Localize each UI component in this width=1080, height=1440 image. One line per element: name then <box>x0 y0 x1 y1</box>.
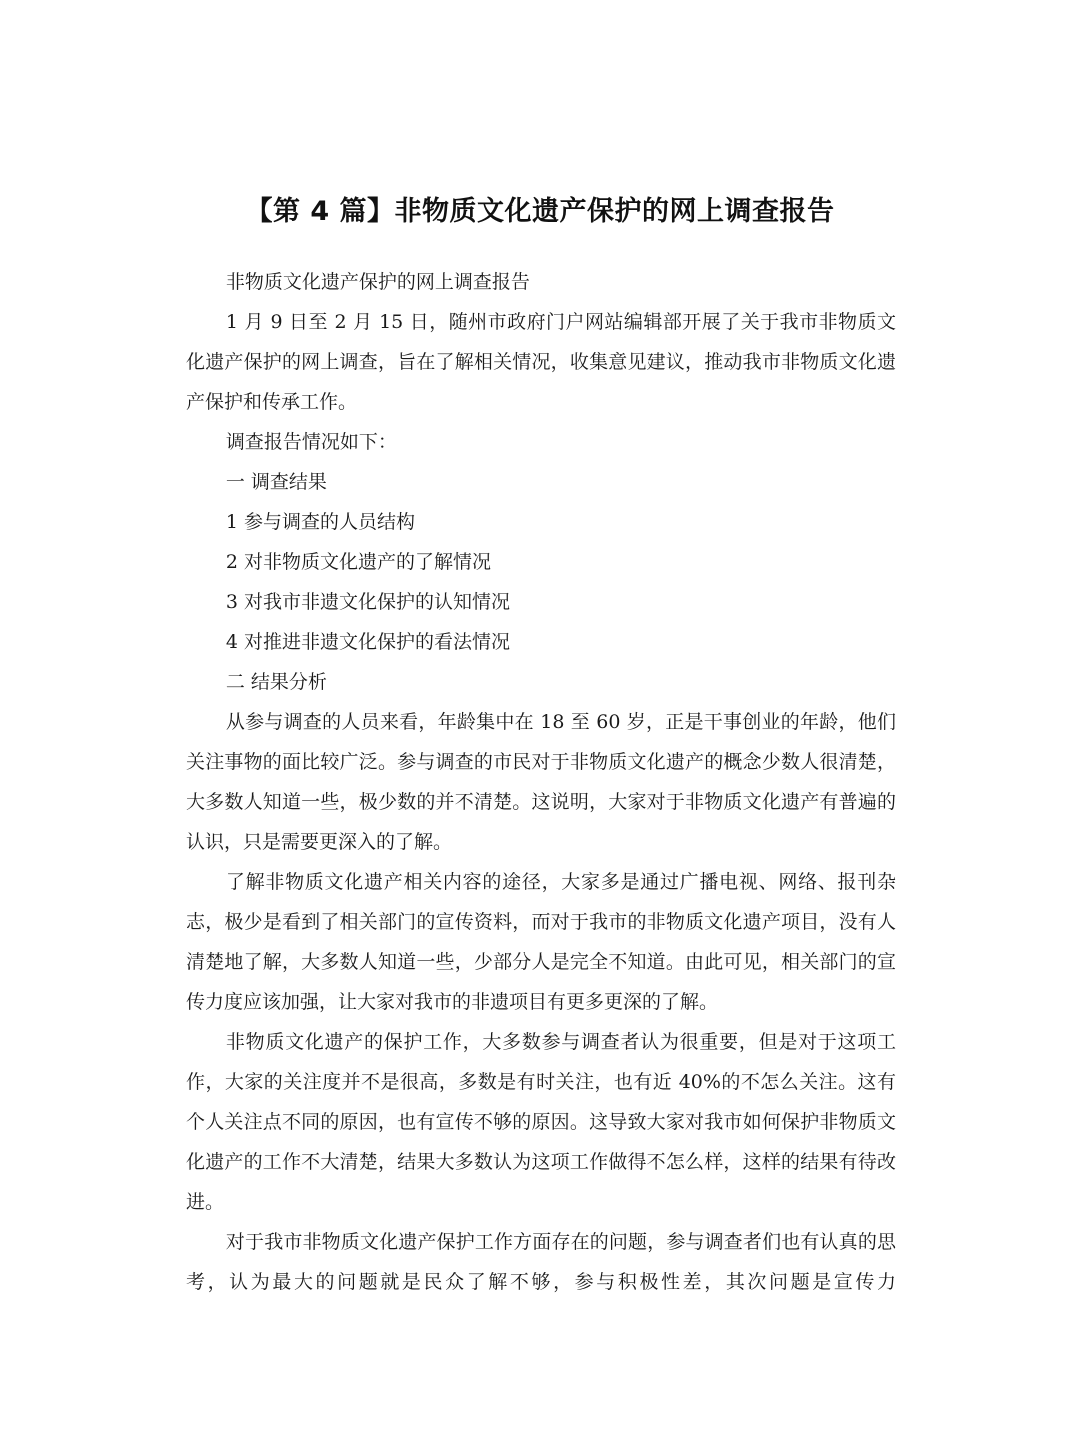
paragraph-analysis-participants: 从参与调查的人员来看，年龄集中在 18 至 60 岁，正是干事创业的年龄，他们关注事物的面比较广泛。参与调查的市民对于非物质文化遗产的概念少数人很清楚，大多数人知道一些，极少数的并不清楚。这说明，大家对于非物质文化遗产有普遍的认识，只是需要更深入的了解。 <box>186 711 896 853</box>
list-item: 1 参与调查的人员结构 <box>225 511 416 533</box>
paragraph-report-lead: 调查报告情况如下： <box>225 431 397 453</box>
document-title: 【第 4 篇】非物质文化遗产保护的网上调查报告 <box>245 196 835 227</box>
paragraph-intro: 1 月 9 日至 2 月 15 日，随州市政府门户网站编辑部开展了关于我市非物质文化遗产保护的网上调查，旨在了解相关情况，收集意见建议，推动我市非物质文化遗产保护和传承工作。 <box>186 311 896 413</box>
section-heading-analysis: 二 结果分析 <box>225 671 327 693</box>
paragraph-analysis-problems: 对于我市非物质文化遗产保护工作方面存在的问题，参与调查者们也有认真的思考，认为最大的问题就是民众了解不够，参与积极性差，其次问题是宣传力 <box>186 1231 896 1293</box>
paragraph-subtitle: 非物质文化遗产保护的网上调查报告 <box>225 271 530 293</box>
section-heading-results: 一 调查结果 <box>225 471 327 493</box>
paragraph-analysis-protection: 非物质文化遗产的保护工作，大多数参与调查者认为很重要，但是对于这项工作，大家的关注度并不是很高，多数是有时关注，也有近 40%的不怎么关注。这有个人关注点不同的原因，也有宣传不够的原因。这导致大家对我市如何保护非物质文化遗产的工作不大清楚，结果大多数认为这项工作做得不怎么样，这样的结果有待改进。 <box>186 1031 896 1213</box>
list-item: 3 对我市非遗文化保护的认知情况 <box>225 591 511 613</box>
document-body <box>186 262 896 1302</box>
list-item: 2 对非物质文化遗产的了解情况 <box>225 551 492 573</box>
list-item: 4 对推进非遗文化保护的看法情况 <box>225 631 511 653</box>
paragraph-analysis-channels: 了解非物质文化遗产相关内容的途径，大家多是通过广播电视、网络、报刊杂志，极少是看到了相关部门的宣传资料，而对于我市的非物质文化遗产项目，没有人清楚地了解，大多数人知道一些，少部分人是完全不知道。由此可见，相关部门的宣传力度应该加强，让大家对我市的非遗项目有更多更深的了解。 <box>186 871 896 1013</box>
